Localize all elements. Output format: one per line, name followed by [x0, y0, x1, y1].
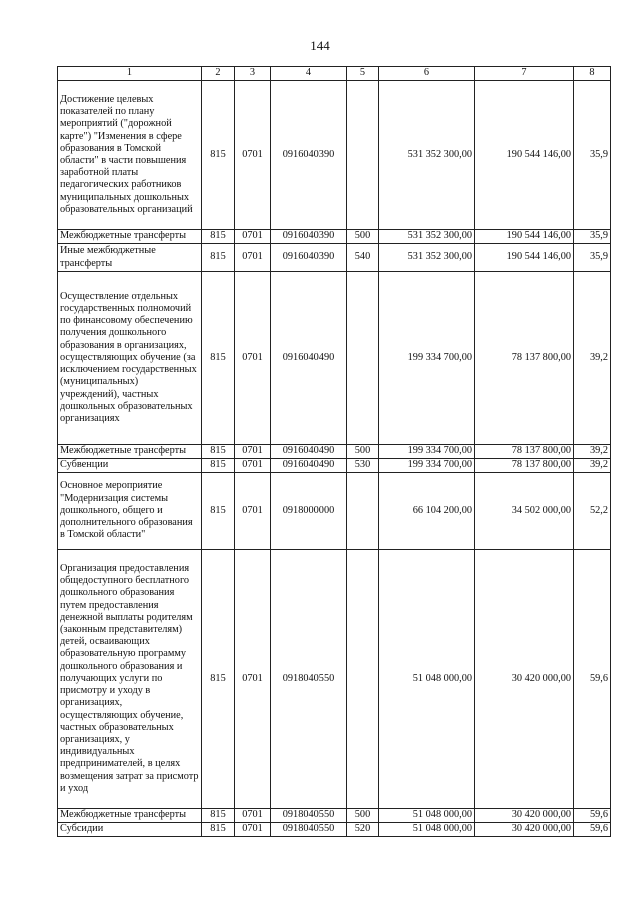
section-code: 0701 [235, 473, 271, 550]
plan-amount: 531 352 300,00 [379, 230, 475, 244]
actual-amount: 30 420 000,00 [475, 823, 574, 837]
row-name: Осуществление отдельных государственных полномочий по финансовому обеспечению получения дошкольного образования в организациях, осуществляющих обучение (за исключением государственных (муниципальных) учреждений), частных дошкольных образовательных организациях [58, 272, 202, 445]
percent: 39,2 [574, 445, 611, 459]
section-code: 0701 [235, 244, 271, 272]
row-name: Субсидии [58, 823, 202, 837]
target-article-code: 0918040550 [271, 550, 347, 809]
expense-type-code [347, 272, 379, 445]
section-code: 0701 [235, 272, 271, 445]
expense-type-code: 540 [347, 244, 379, 272]
section-code: 0701 [235, 809, 271, 823]
target-article-code: 0916040490 [271, 445, 347, 459]
actual-amount: 30 420 000,00 [475, 550, 574, 809]
expense-type-code: 500 [347, 445, 379, 459]
percent: 39,2 [574, 272, 611, 445]
column-header: 2 [202, 67, 235, 81]
plan-amount: 199 334 700,00 [379, 459, 475, 473]
row-name: Межбюджетные трансферты [58, 230, 202, 244]
page-number: 144 [310, 38, 330, 53]
section-code: 0701 [235, 230, 271, 244]
ministry-code: 815 [202, 244, 235, 272]
percent: 39,2 [574, 459, 611, 473]
ministry-code: 815 [202, 272, 235, 445]
ministry-code: 815 [202, 230, 235, 244]
column-header: 3 [235, 67, 271, 81]
table-row [58, 473, 611, 550]
actual-amount: 190 544 146,00 [475, 244, 574, 272]
percent: 35,9 [574, 244, 611, 272]
target-article-code: 0916040490 [271, 272, 347, 445]
column-header: 6 [379, 67, 475, 81]
section-code: 0701 [235, 459, 271, 473]
actual-amount: 78 137 800,00 [475, 272, 574, 445]
plan-amount: 199 334 700,00 [379, 272, 475, 445]
column-header: 1 [58, 67, 202, 81]
column-header: 5 [347, 67, 379, 81]
percent: 35,9 [574, 81, 611, 230]
ministry-code: 815 [202, 81, 235, 230]
expense-type-code: 500 [347, 809, 379, 823]
section-code: 0701 [235, 81, 271, 230]
actual-amount: 78 137 800,00 [475, 445, 574, 459]
actual-amount: 190 544 146,00 [475, 81, 574, 230]
ministry-code: 815 [202, 473, 235, 550]
expense-type-code: 530 [347, 459, 379, 473]
ministry-code: 815 [202, 445, 235, 459]
section-code: 0701 [235, 445, 271, 459]
table-row [58, 809, 611, 823]
target-article-code: 0916040390 [271, 230, 347, 244]
column-header: 8 [574, 67, 611, 81]
section-code: 0701 [235, 823, 271, 837]
actual-amount: 78 137 800,00 [475, 459, 574, 473]
column-header: 4 [271, 67, 347, 81]
table-row [58, 550, 611, 809]
target-article-code: 0918000000 [271, 473, 347, 550]
row-name: Достижение целевых показателей по плану мероприятий ("дорожной карте") "Изменения в сфере образования в Томской области" в части повышения заработной платы педагогических работников муниципальных дошкольных образовательных организаций [58, 81, 202, 230]
table-row [58, 230, 611, 244]
plan-amount: 66 104 200,00 [379, 473, 475, 550]
target-article-code: 0918040550 [271, 809, 347, 823]
actual-amount: 30 420 000,00 [475, 809, 574, 823]
row-name: Субвенции [58, 459, 202, 473]
target-article-code: 0916040490 [271, 459, 347, 473]
expense-type-code [347, 473, 379, 550]
row-name: Межбюджетные трансферты [58, 809, 202, 823]
ministry-code: 815 [202, 459, 235, 473]
plan-amount: 531 352 300,00 [379, 244, 475, 272]
ministry-code: 815 [202, 823, 235, 837]
percent: 35,9 [574, 230, 611, 244]
percent: 59,6 [574, 550, 611, 809]
row-name: Межбюджетные трансферты [58, 445, 202, 459]
actual-amount: 34 502 000,00 [475, 473, 574, 550]
budget-table [57, 66, 611, 837]
target-article-code: 0916040390 [271, 244, 347, 272]
target-article-code: 0916040390 [271, 81, 347, 230]
ministry-code: 815 [202, 809, 235, 823]
plan-amount: 199 334 700,00 [379, 445, 475, 459]
percent: 59,6 [574, 809, 611, 823]
ministry-code: 815 [202, 550, 235, 809]
table-row [58, 823, 611, 837]
section-code: 0701 [235, 550, 271, 809]
table-header-row [58, 67, 611, 81]
table-row [58, 272, 611, 445]
row-name: Иные межбюджетные трансферты [58, 244, 202, 272]
expense-type-code [347, 81, 379, 230]
table-row [58, 244, 611, 272]
table-row [58, 445, 611, 459]
table-row [58, 81, 611, 230]
plan-amount: 51 048 000,00 [379, 809, 475, 823]
target-article-code: 0918040550 [271, 823, 347, 837]
table-row [58, 459, 611, 473]
row-name: Организация предоставления общедоступного бесплатного дошкольного образования путем предоставления денежной выплаты родителям (законным представителям) детей, осваивающих образовательную программу дошкольного образования и получающих услуги по присмотру и уходу в организациях, осуществляющих обучение, частных образовательных организациях, у индивидуальных предпринимателей, в целях возмещения затрат за присмотр и уход [58, 550, 202, 809]
expense-type-code: 500 [347, 230, 379, 244]
column-header: 7 [475, 67, 574, 81]
percent: 59,6 [574, 823, 611, 837]
percent: 52,2 [574, 473, 611, 550]
plan-amount: 51 048 000,00 [379, 550, 475, 809]
expense-type-code [347, 550, 379, 809]
plan-amount: 51 048 000,00 [379, 823, 475, 837]
expense-type-code: 520 [347, 823, 379, 837]
plan-amount: 531 352 300,00 [379, 81, 475, 230]
actual-amount: 190 544 146,00 [475, 230, 574, 244]
row-name: Основное мероприятие "Модернизация системы дошкольного, общего и дополнительного образования в Томской области" [58, 473, 202, 550]
